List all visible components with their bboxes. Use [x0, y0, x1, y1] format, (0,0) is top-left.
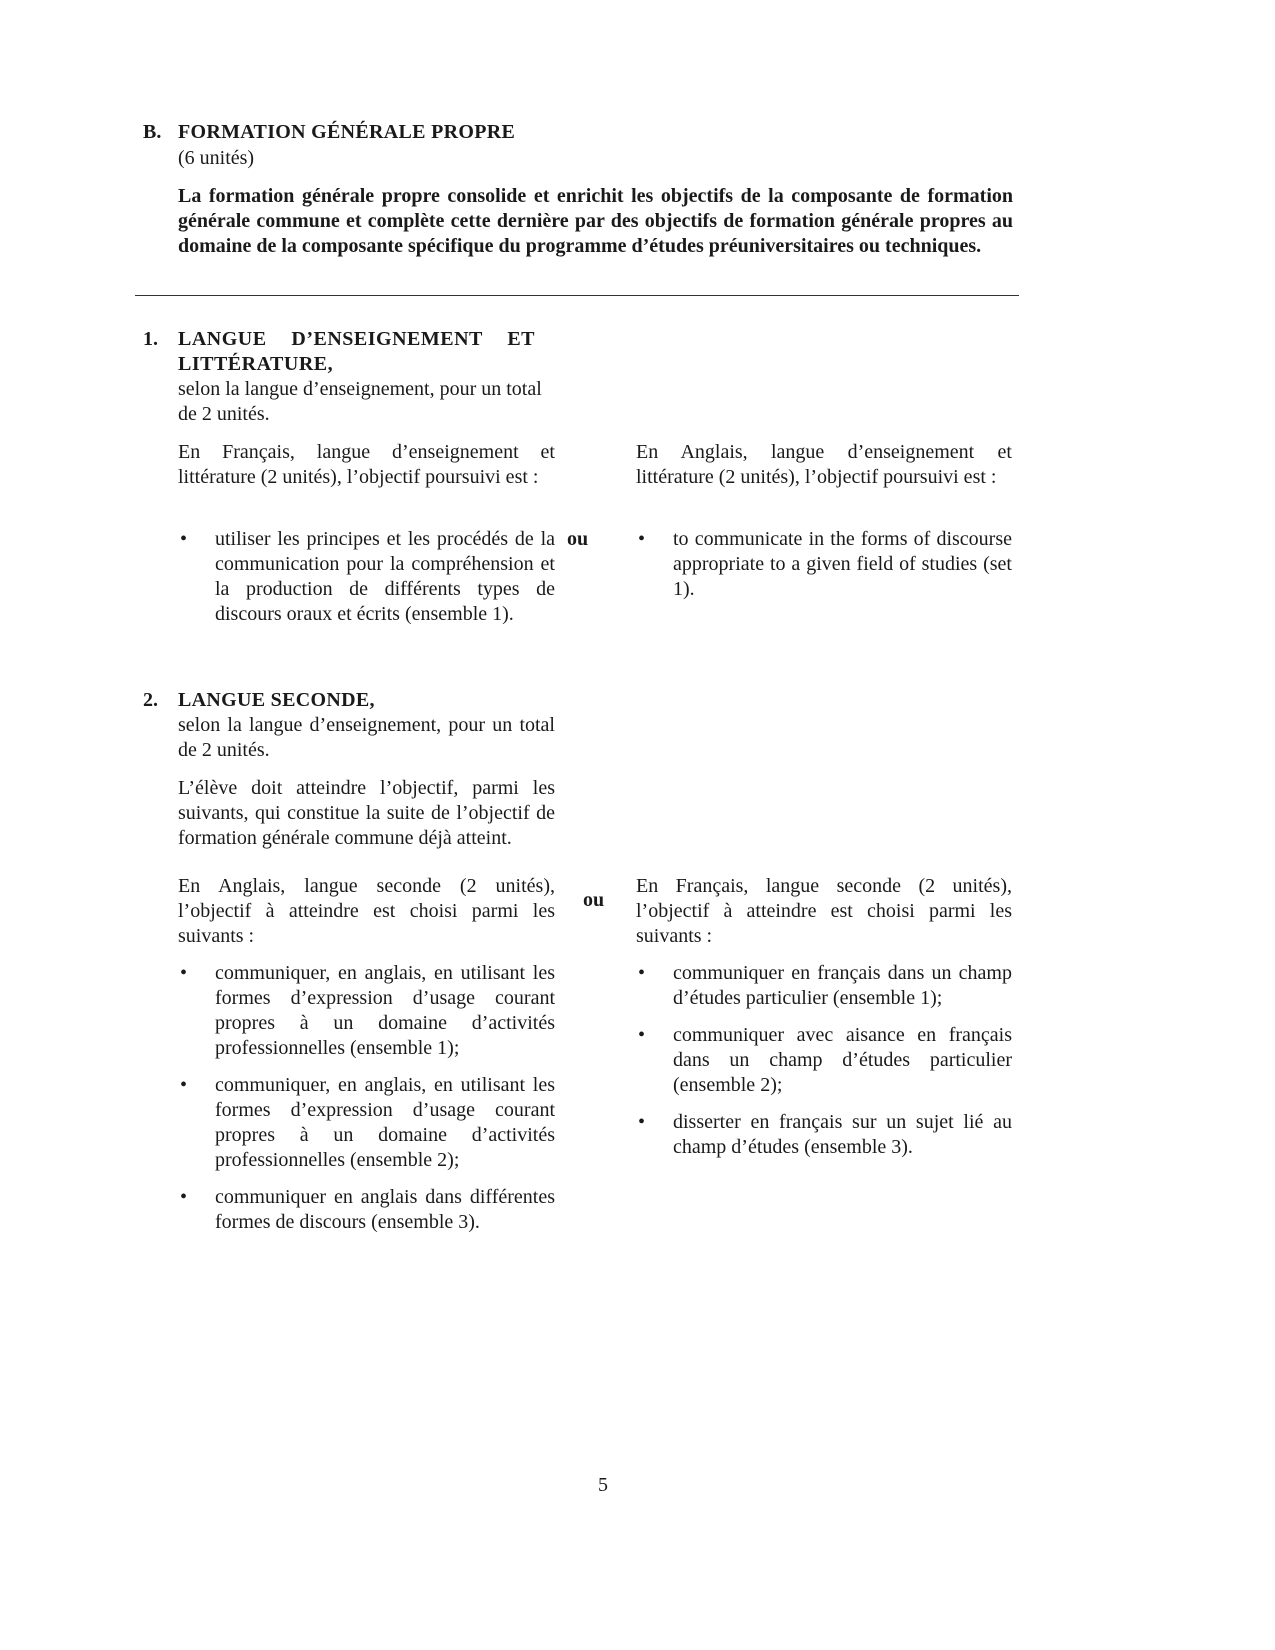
list-item: • communiquer en anglais dans différentes formes de discours (ensemble 3). — [178, 1185, 555, 1235]
list-item: • communiquer, en anglais, en utilisant les formes d’expression d’usage courant propres à un domaine d’activités professionnelles (ensemble 2); — [178, 1073, 555, 1173]
item2-title: LANGUE SECONDE, — [178, 689, 375, 711]
list-item: • disserter en français sur un sujet lié au champ d’études (ensemble 3). — [636, 1110, 1012, 1160]
item2-left-list — [178, 961, 555, 1247]
item1-title: LANGUE D’ENSEIGNEMENT ET LITTÉRATURE, — [178, 328, 535, 375]
item2-right-intro: En Français, langue seconde (2 unités), l’objectif à atteindre est choisi parmi les suivants : — [636, 875, 1012, 947]
item1-right-intro: En Anglais, langue d’enseignement et littérature (2 unités), l’objectif poursuivi est : — [636, 441, 1012, 488]
list-item: • communiquer en français dans un champ d’études particulier (ensemble 1); — [636, 961, 1012, 1011]
divider — [135, 295, 1019, 296]
item1-right-list — [636, 527, 1012, 614]
list-item: • utiliser les principes et les procédés de la communication pour la compréhension et la production de différents types de discours oraux et écrits (ensemble 1). — [178, 527, 555, 627]
or-label: ou — [567, 528, 589, 550]
page-number: 5 — [598, 1474, 608, 1496]
section-units: (6 unités) — [178, 147, 255, 169]
item2-note: L’élève doit atteindre l’objectif, parmi les suivants, qui constitue la suite de l’objectif de formation générale commune déjà atteint. — [178, 777, 555, 849]
item2-subtitle: selon la langue d’enseignement, pour un total de 2 unités. — [178, 714, 555, 761]
list-item: • communiquer avec aisance en français dans un champ d’études particulier (ensemble 2); — [636, 1023, 1012, 1098]
item1-left-intro: En Français, langue d’enseignement et littérature (2 unités), l’objectif poursuivi est : — [178, 441, 555, 488]
section-intro: La formation générale propre consolide et enrichit les objectifs de la composante de formation générale commune et complète cette dernière par des objectifs de formation générale propres au domaine de la composante spécifique du programme d’études préuniversitaires ou techniques. — [178, 185, 1013, 257]
list-item: • communiquer, en anglais, en utilisant les formes d’expression d’usage courant propres à un domaine d’activités professionnelles (ensemble 1); — [178, 961, 555, 1061]
item2-right-list — [636, 961, 1012, 1172]
or-label: ou — [583, 889, 605, 911]
item1-number: 1. — [143, 328, 158, 350]
item1-left-list — [178, 527, 555, 639]
section-title: FORMATION GÉNÉRALE PROPRE — [178, 121, 516, 143]
item2-number: 2. — [143, 689, 158, 711]
item2-left-intro: En Anglais, langue seconde (2 unités), l’objectif à atteindre est choisi parmi les suivants : — [178, 875, 555, 947]
item1-subtitle: selon la langue d’enseignement, pour un total de 2 unités. — [178, 378, 542, 425]
section-letter: B. — [143, 121, 162, 143]
list-item: • to communicate in the forms of discourse appropriate to a given field of studies (set 1). — [636, 527, 1012, 602]
